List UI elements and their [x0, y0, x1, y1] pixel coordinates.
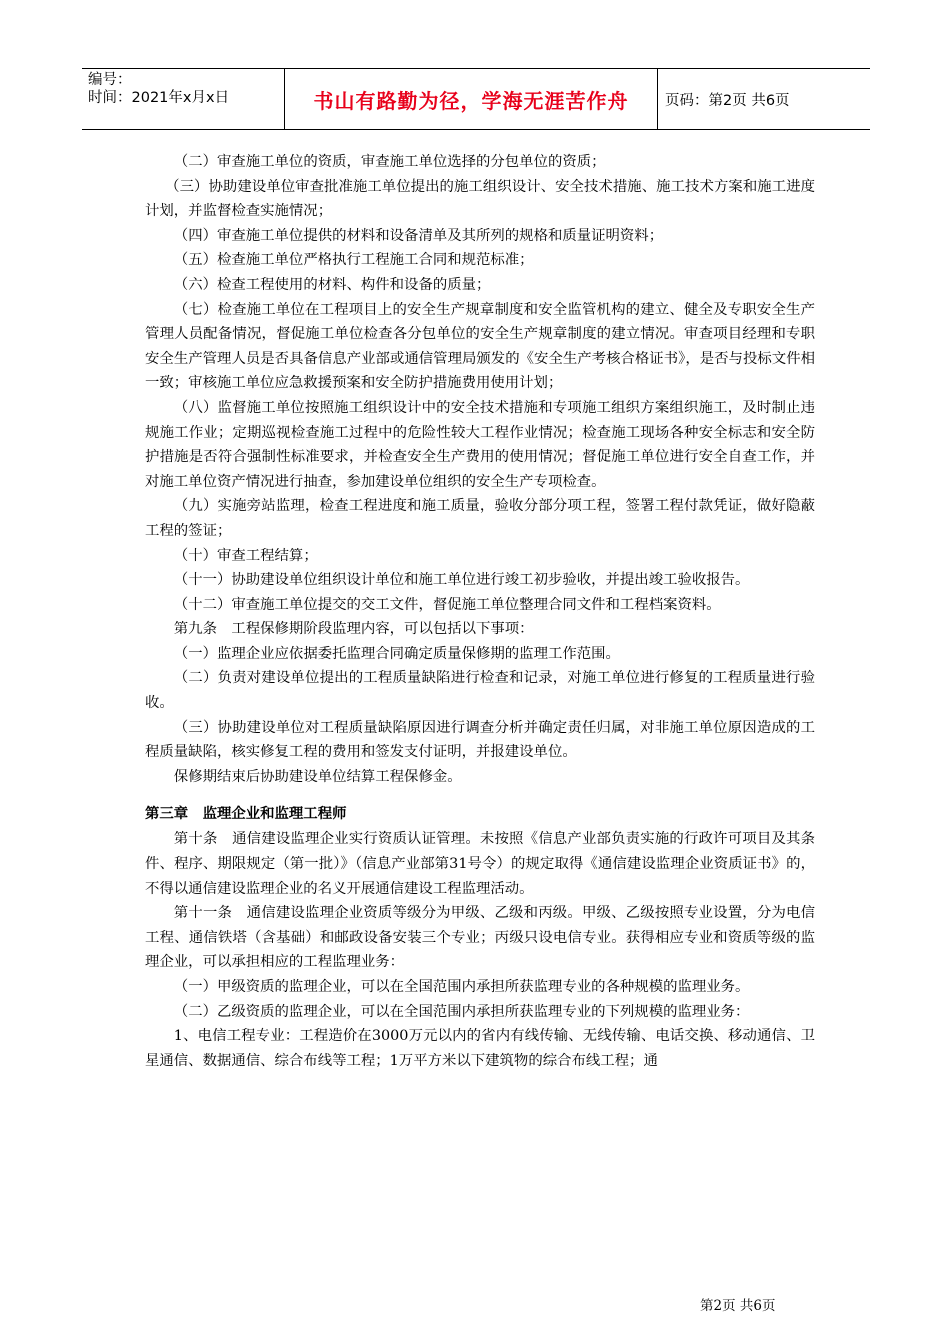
paragraph: （九）实施旁站监理，检查工程进度和施工质量，验收分部分项工程，签署工程付款凭证，做好隐蔽工程的签证；: [145, 498, 815, 539]
paragraph: （一）监理企业应依据委托监理合同确定质量保修期的监理工作范围。: [173, 645, 620, 662]
paragraph: 保修期结束后协助建设单位结算工程保修金。: [173, 768, 462, 785]
header-meta: [82, 69, 284, 129]
paragraph: （十）审查工程结算；: [173, 547, 318, 564]
paragraph: （八）监督施工单位按照施工组织设计中的安全技术措施和专项施工组织方案组织施工，及时制止违规施工作业；定期巡视检查施工过程中的危险性较大工程作业情况；检查施工现场各种安全标志和安全防护措施是否符合强制性标准要求，并检查安全生产费用的使用情况；督促施工单位进行安全自查工作，并对施工单位资产情况进行抽查，参加建设单位组织的安全生产专项检查。: [145, 399, 815, 490]
paragraph: （四）审查施工单位提供的材料和设备清单及其所列的规格和质量证明资料；: [173, 227, 664, 244]
paragraph: （一）甲级资质的监理企业，可以在全国范围内承担所获监理专业的各种规模的监理业务。: [173, 979, 750, 995]
document-body: [145, 150, 815, 1073]
paragraph: （六）检查工程使用的材料、构件和设备的质量；: [173, 276, 491, 293]
article-nine: 第九条 工程保修期阶段监理内容，可以包括以下事项：: [173, 621, 534, 638]
article-ten: 第十条 通信建设监理企业实行资质认证管理。未按照《信息产业部负责实施的行政许可项目及其条件、程序、期限规定（第一批）》（信息产业部第31号令）的规定取得《通信建设监理企业资质证书》的，不得以通信建设监理企业的名义开展通信建设工程监理活动。: [145, 831, 815, 897]
paragraph: （十一）协助建设单位组织设计单位和施工单位进行竣工初步验收，并提出竣工验收报告。: [173, 572, 750, 589]
header-page-number: 页码：第2页 共6页: [665, 92, 790, 109]
paragraph: （三）协助建设单位审查批准施工单位提出的施工组织设计、安全技术措施、施工技术方案和施工进度计划，并监督检查实施情况；: [145, 178, 815, 220]
paragraph: （十二）审查施工单位提交的交工文件，督促施工单位整理合同文件和工程档案资料。: [173, 596, 721, 613]
paragraph: （二）负责对建设单位提出的工程质量缺陷进行检查和记录，对施工单位进行修复的工程质量进行验收。: [145, 670, 815, 712]
code-label: 编号：: [88, 72, 132, 88]
article-eleven: 第十一条 通信建设监理企业资质等级分为甲级、乙级和丙级。甲级、乙级按照专业设置，分为电信工程、通信铁塔（含基础）和邮政设备安装三个专业；丙级只设电信专业。获得相应专业和资质等级的监理企业，可以承担相应的工程监理业务：: [145, 905, 815, 971]
paragraph: （二）审查施工单位的资质，审查施工单位选择的分包单位的资质；: [173, 154, 606, 170]
paragraph: （二）乙级资质的监理企业，可以在全国范围内承担所获监理专业的下列规模的监理业务：: [173, 1003, 750, 1020]
time-label: 时间：2021年x月x日: [88, 90, 230, 106]
header-motto: 书山有路勤为径，学海无涯苦作舟: [284, 69, 658, 129]
paragraph: （七）检查施工单位在工程项目上的安全生产规章制度和安全监管机构的建立、健全及专职安全生产管理人员配备情况，督促施工单位检查各分包单位的安全生产规章制度的建立情况。审查项目经理和专职安全生产管理人员是否具备信息产业部或通信管理局颁发的《安全生产考核合格证书》，是否与投标文件相一致；审核施工单位应急救援预案和安全防护措施费用使用计划；: [145, 301, 815, 392]
chapter-title: 第三章 监理企业和监理工程师: [145, 806, 347, 823]
paragraph: （三）协助建设单位对工程质量缺陷原因进行调查分析并确定责任归属，对非施工单位原因造成的工程质量缺陷，核实修复工程的费用和签发支付证明，并报建设单位。: [145, 719, 815, 761]
paragraph: 1、电信工程专业：工程造价在3000万元以内的省内有线传输、无线传输、电话交换、移动通信、卫星通信、数据通信、综合布线等工程；1万平方米以下建筑物的综合布线工程；通: [145, 1028, 815, 1069]
paragraph: （五）检查施工单位严格执行工程施工合同和规范标准；: [173, 252, 534, 269]
page-header: [82, 68, 870, 130]
page-footer: 第2页 共6页: [700, 1298, 776, 1314]
